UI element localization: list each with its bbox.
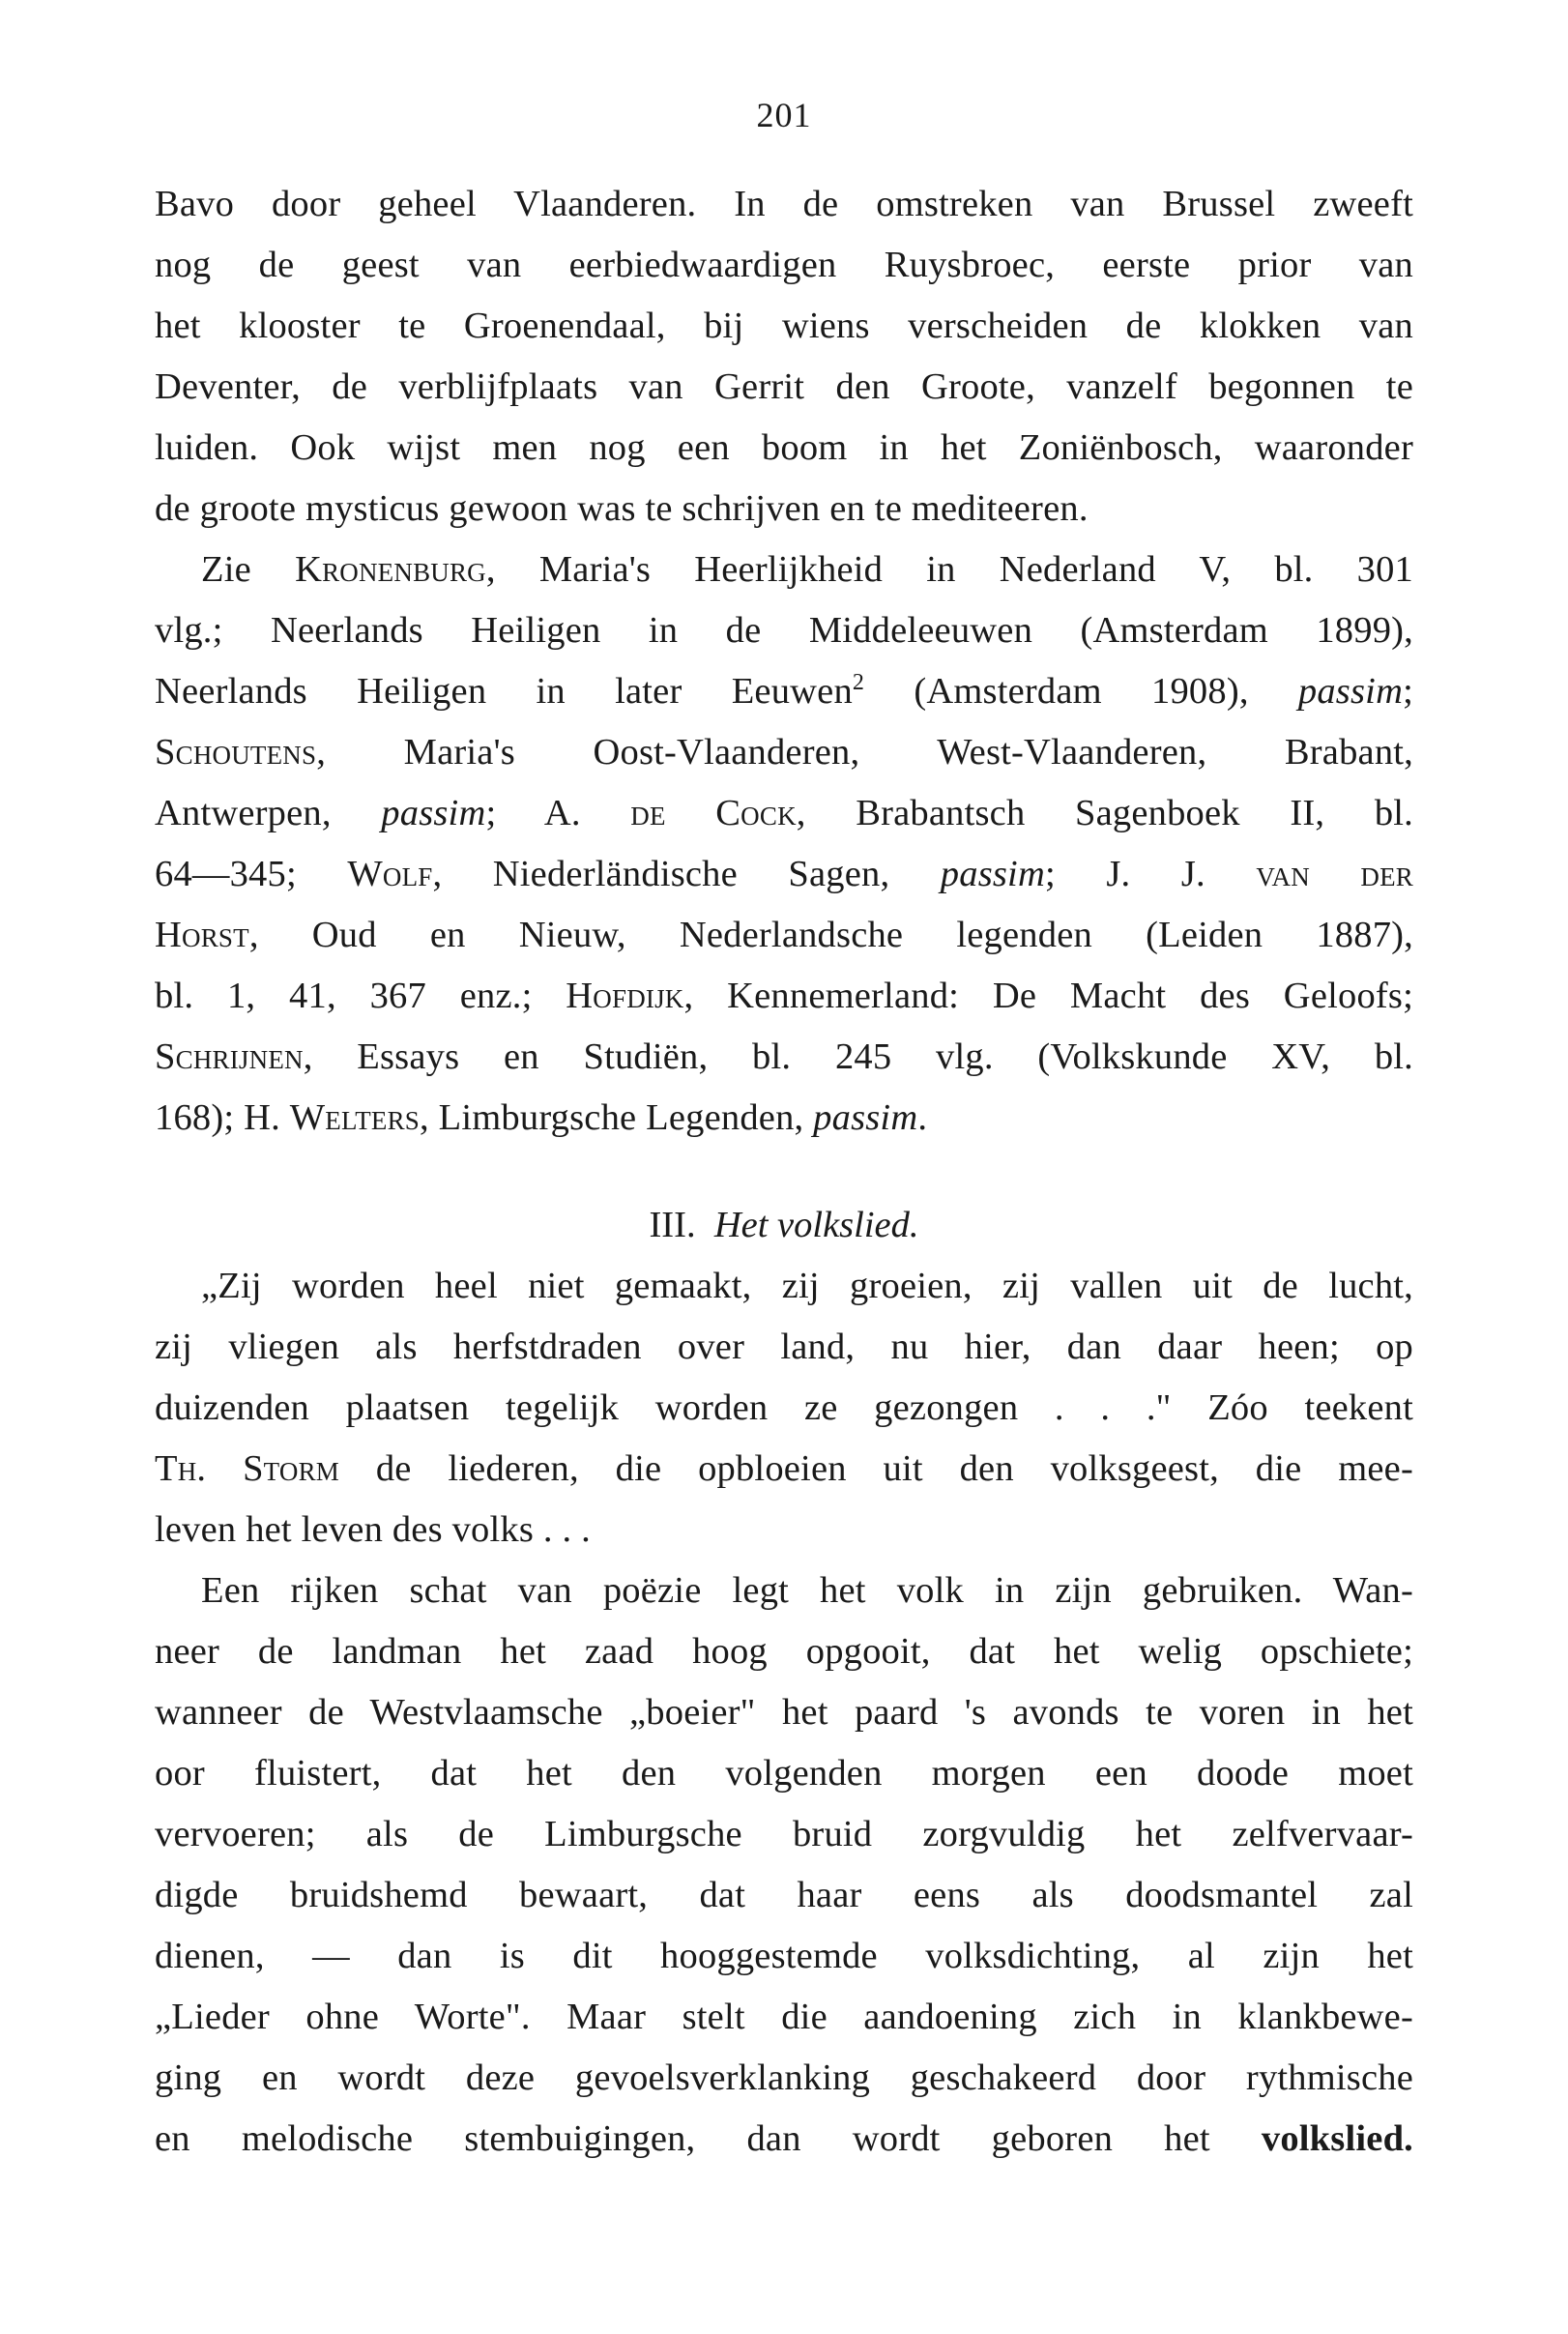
text-line: „Lieder ohne Worte". Maar stelt die aandoening zich in klankbewe- — [155, 1997, 1413, 2037]
text-line: Deventer, de verblijfplaats van Gerrit den Groote, vanzelf begonnen te — [155, 366, 1413, 407]
reference-line — [155, 661, 1413, 722]
section-numeral: III. — [649, 1205, 696, 1245]
text-line: nog de geest van eerbiedwaardigen Ruysbroec, eerste prior van — [155, 245, 1413, 285]
text-line: oor fluistert, dat het den volgenden morgen een doode moet — [155, 1753, 1413, 1794]
text-span: , Limburgsche Legenden, — [420, 1097, 814, 1138]
text-line: vervoeren; als de Limburgsche bruid zorgvuldig het zelfvervaar- — [155, 1814, 1413, 1854]
text-span: , Essays en Studiën, bl. 245 vlg. (Volkskunde XV, bl. — [303, 1036, 1413, 1077]
italic-passim: passim — [940, 854, 1045, 894]
text-line: luiden. Ook wijst men nog een boom in het Zoniënbosch, waaronder — [155, 427, 1413, 468]
text-span: . — [917, 1097, 928, 1138]
text-span: , Kennemerland: De Macht des Geloofs; — [683, 976, 1413, 1016]
section-text-block — [155, 1256, 1413, 2170]
text-span: , Brabantsch Sagenboek II, bl. — [796, 793, 1413, 833]
text-line: dienen, — dan is dit hooggestemde volksdichting, al zijn het — [155, 1936, 1413, 1976]
superscript: 2 — [852, 670, 865, 696]
main-text-block — [155, 174, 1413, 1149]
italic-passim: passim — [813, 1097, 918, 1138]
text-span: Neerlands Heiligen in later Eeuwen — [155, 671, 853, 712]
text-span: , Niederländische Sagen, — [432, 854, 941, 894]
text-span: Antwerpen, — [155, 793, 382, 833]
text-line: Bavo door geheel Vlaanderen. In de omstreken van Brussel zweeft — [155, 184, 1413, 224]
author-name: Wolf — [347, 854, 433, 894]
section-title: Het volkslied. — [713, 1205, 919, 1245]
section-heading — [0, 1195, 1568, 1256]
text-line — [155, 1439, 1413, 1500]
italic-passim: passim — [1297, 671, 1404, 712]
author-name: van der — [1256, 854, 1414, 894]
author-name: Hofdijk — [566, 976, 684, 1016]
italic-passim: passim — [381, 793, 486, 833]
author-name: Schrijnen — [155, 1036, 304, 1077]
text-line: zij vliegen als herfstdraden over land, nu hier, dan daar heen; op — [155, 1327, 1413, 1367]
text-line: duizenden plaatsen tegelijk worden ze gezongen . . ." Zóo teekent — [155, 1387, 1413, 1428]
bold-keyword: volkslied. — [1261, 2118, 1413, 2159]
reference-line — [155, 844, 1413, 905]
reference-line — [155, 540, 1413, 600]
reference-line: vlg.; Neerlands Heiligen in de Middeleeuwen (Amsterdam 1899), — [155, 610, 1413, 651]
reference-line — [155, 783, 1413, 844]
text-line: het klooster te Groenendaal, bij wiens verscheiden de klokken van — [155, 306, 1413, 346]
reference-line — [155, 905, 1413, 966]
text-span: ; — [1403, 671, 1413, 712]
text-span: 64—345; — [155, 854, 348, 894]
text-line: „Zij worden heel niet gemaakt, zij groeien, zij vallen uit de lucht, — [201, 1266, 1413, 1306]
text-line: wanneer de Westvlaamsche „boeier" het paard 's avonds te voren in het — [155, 1692, 1413, 1733]
text-span: (Amsterdam 1908), — [864, 671, 1298, 712]
text-line: digde bruidshemd bewaart, dat haar eens als doodsmantel zal — [155, 1875, 1413, 1915]
text-span: bl. 1, 41, 367 enz.; — [155, 976, 566, 1016]
text-line: de groote mysticus gewoon was te schrijven en te mediteeren. — [155, 488, 1089, 529]
text-span: ; A. — [485, 793, 631, 833]
author-name: Horst — [155, 915, 249, 955]
author-name: de Cock — [630, 793, 797, 833]
text-span: Zie — [201, 549, 296, 590]
author-name: Th. Storm — [155, 1448, 339, 1489]
text-line: ging en wordt deze gevoelsverklanking geschakeerd door rythmische — [155, 2057, 1413, 2098]
text-span: , Oud en Nieuw, Nederlandsche legenden (Leiden 1887), — [248, 915, 1413, 955]
reference-line — [155, 722, 1413, 783]
text-span: de liederen, die opbloeien uit den volksgeest, die mee- — [339, 1448, 1413, 1489]
text-span: , Maria's Heerlijkheid in Nederland V, bl. 301 — [485, 549, 1414, 590]
text-line — [155, 2109, 1413, 2170]
text-span: en melodische stembuigingen, dan wordt geboren het — [155, 2118, 1262, 2159]
text-span: , Maria's Oost-Vlaanderen, West-Vlaanderen, Brabant, — [316, 732, 1413, 773]
reference-line — [155, 1088, 1413, 1149]
reference-line — [155, 1027, 1413, 1088]
text-span: 168); H. — [155, 1097, 290, 1138]
text-span: ; J. J. — [1044, 854, 1257, 894]
author-name: Welters — [289, 1097, 421, 1138]
text-line: Een rijken schat van poëzie legt het volk in zijn gebruiken. Wan- — [201, 1570, 1413, 1611]
text-line: leven het leven des volks . . . — [155, 1509, 591, 1550]
author-name: Kronenburg — [295, 549, 486, 590]
page-number: 201 — [756, 96, 812, 134]
reference-line — [155, 966, 1413, 1027]
text-line: neer de landman het zaad hoog opgooit, dat het welig opschiete; — [155, 1631, 1413, 1672]
author-name: Schoutens — [155, 732, 317, 773]
